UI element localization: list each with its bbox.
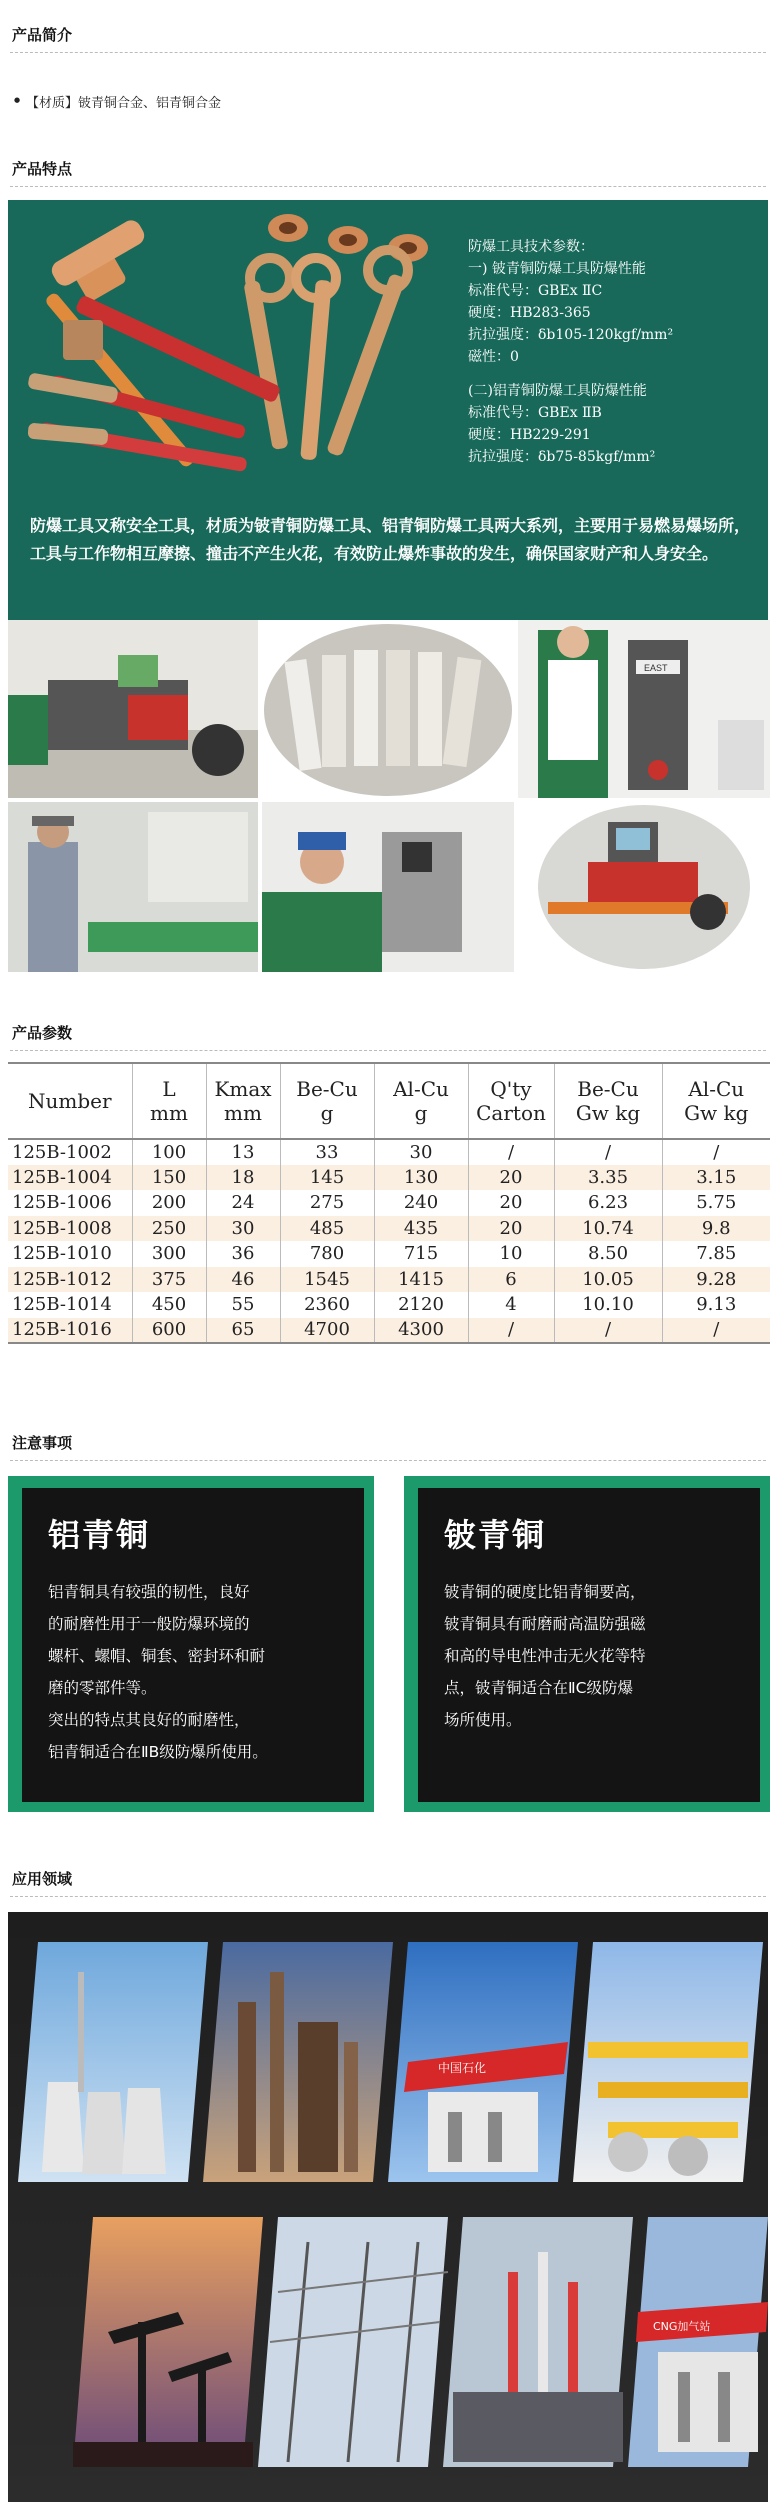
note-line: 铍青铜的硬度比铝青铜要高， [444, 1583, 646, 1601]
table-cell: 450 [132, 1292, 206, 1318]
table-cell: 46 [206, 1267, 280, 1293]
table-cell: 125B-1012 [8, 1267, 132, 1293]
notes-divider [10, 1460, 766, 1461]
note-card-aluminum-bronze [8, 1476, 374, 1812]
table-row [8, 1139, 770, 1165]
table-cell: 9.28 [662, 1267, 770, 1293]
spec-line: 标准代号：GBEx ⅡB [468, 405, 602, 421]
table-cell: 9.13 [662, 1292, 770, 1318]
note-line: 铝青铜具有较强的韧性，良好 [48, 1583, 250, 1601]
table-cell: 36 [206, 1241, 280, 1267]
tools-illustration [8, 200, 448, 500]
table-cell: 600 [132, 1318, 206, 1344]
table-cell: 485 [280, 1216, 374, 1242]
col-header-alcu-gw: Al-Cu Gw kg [662, 1063, 770, 1139]
table-row [8, 1318, 770, 1344]
table-cell: 3.35 [554, 1165, 662, 1191]
table-cell: 20 [468, 1216, 554, 1242]
col-header-becu-weight: Be-Cu g [280, 1063, 374, 1139]
note-line: 的耐磨性用于一般防爆环境的 [48, 1615, 250, 1633]
table-row [8, 1241, 770, 1267]
note-card-title: 铍青铜 [444, 1516, 547, 1554]
note-card-title: 铝青铜 [48, 1516, 151, 1554]
table-cell: 150 [132, 1165, 206, 1191]
spec-line: 标准代号：GBEx ⅡC [468, 283, 603, 299]
spec-line: 磁性：0 [468, 349, 519, 365]
spec-line: 硬度：HB283-365 [468, 305, 591, 321]
table-cell: 18 [206, 1165, 280, 1191]
table-cell: / [554, 1139, 662, 1165]
table-cell: 7.85 [662, 1241, 770, 1267]
table-cell: 13 [206, 1139, 280, 1165]
table-cell: 4700 [280, 1318, 374, 1344]
table-cell: 435 [374, 1216, 468, 1242]
table-cell: 250 [132, 1216, 206, 1242]
table-cell: 125B-1010 [8, 1241, 132, 1267]
table-cell: 10 [468, 1241, 554, 1267]
note-line: 磨的零部件等。 [48, 1679, 157, 1697]
table-cell: 2120 [374, 1292, 468, 1318]
table-cell: 275 [280, 1190, 374, 1216]
table-cell: 100 [132, 1139, 206, 1165]
application-collage [8, 1912, 768, 2502]
spec-line: (二)铝青铜防爆工具防爆性能 [468, 383, 647, 399]
table-cell: 65 [206, 1318, 280, 1344]
table-cell: 4300 [374, 1318, 468, 1344]
table-cell: 240 [374, 1190, 468, 1216]
spec-panel [468, 236, 758, 468]
photo-tester-operator [518, 620, 770, 798]
note-line: 点，铍青铜适合在ⅡC级防爆 [444, 1679, 633, 1697]
table-cell: 8.50 [554, 1241, 662, 1267]
table-cell: / [554, 1318, 662, 1344]
table-cell: 30 [206, 1216, 280, 1242]
col-header-number: Number [8, 1063, 132, 1139]
intro-divider [10, 52, 766, 53]
spec-line: 抗拉强度：δb75-85kgf/mm² [468, 449, 656, 465]
table-cell: 780 [280, 1241, 374, 1267]
note-card-body [444, 1576, 740, 1736]
table-cell: 130 [374, 1165, 468, 1191]
table-cell: / [662, 1318, 770, 1344]
table-cell: 10.05 [554, 1267, 662, 1293]
application-tiles [8, 1912, 768, 2502]
table-cell: 5.75 [662, 1190, 770, 1216]
params-table [8, 1062, 770, 1344]
note-line: 铝青铜适合在ⅡB级防爆所使用。 [48, 1743, 268, 1761]
features-description: 防爆工具又称安全工具，材质为铍青铜防爆工具、铝青铜防爆工具两大系列，主要用于易燃易爆场所，工具与工作物相互摩擦、撞击不产生火花，有效防止爆炸事故的发生，确保国家财产和人身安全。 [30, 516, 751, 563]
col-header-becu-gw: Be-Cu Gw kg [554, 1063, 662, 1139]
table-row [8, 1292, 770, 1318]
note-card-beryllium-bronze [404, 1476, 770, 1812]
note-card-body [48, 1576, 344, 1768]
application-divider [10, 1896, 766, 1897]
table-cell: / [468, 1139, 554, 1165]
table-cell: 20 [468, 1190, 554, 1216]
table-cell: 4 [468, 1292, 554, 1318]
table-cell: 6.23 [554, 1190, 662, 1216]
table-cell: 24 [206, 1190, 280, 1216]
table-cell: 20 [468, 1165, 554, 1191]
machine-label: EAST [644, 663, 668, 673]
table-cell: 125B-1004 [8, 1165, 132, 1191]
table-cell: 3.15 [662, 1165, 770, 1191]
col-header-alcu-weight: Al-Cu g [374, 1063, 468, 1139]
table-row [8, 1165, 770, 1191]
table-cell: 1415 [374, 1267, 468, 1293]
spec-line: 抗拉强度：δb105-120kgf/mm² [468, 327, 674, 343]
table-cell: 10.10 [554, 1292, 662, 1318]
table-row [8, 1267, 770, 1293]
spec-line: 硬度：HB229-291 [468, 427, 591, 443]
table-cell: 55 [206, 1292, 280, 1318]
table-cell: 6 [468, 1267, 554, 1293]
photo-lab-machine [8, 620, 258, 798]
table-cell: 200 [132, 1190, 206, 1216]
photo-copper-ingots [262, 620, 514, 798]
intro-section-title: 产品简介 [12, 26, 73, 44]
table-cell: 2360 [280, 1292, 374, 1318]
photo-torque-tester [518, 802, 770, 972]
note-line: 突出的特点其良好的耐磨性， [48, 1711, 250, 1729]
table-cell: 125B-1006 [8, 1190, 132, 1216]
col-header-qty-carton: Q'ty Carton [468, 1063, 554, 1139]
table-cell: 33 [280, 1139, 374, 1165]
spec-line: 一) 铍青铜防爆工具防爆性能 [468, 261, 646, 277]
table-cell: 300 [132, 1241, 206, 1267]
col-header-kmax: Kmax mm [206, 1063, 280, 1139]
notes-section-title: 注意事项 [12, 1434, 73, 1452]
application-section-title: 应用领域 [12, 1870, 73, 1888]
note-line: 铍青铜具有耐磨耐高温防强磁 [444, 1615, 646, 1633]
features-banner [8, 200, 768, 620]
table-cell: / [662, 1139, 770, 1165]
table-row [8, 1190, 770, 1216]
features-section-title: 产品特点 [12, 160, 73, 178]
note-line: 螺杆、螺帽、铜套、密封环和耐 [48, 1647, 266, 1665]
table-cell: / [468, 1318, 554, 1344]
table-cell: 9.8 [662, 1216, 770, 1242]
intro-material-item: ● 【材质】铍青铜合金、铝青铜合金 [26, 92, 221, 111]
params-divider [10, 1050, 766, 1051]
table-cell: 375 [132, 1267, 206, 1293]
params-section-title: 产品参数 [12, 1024, 73, 1042]
table-cell: 145 [280, 1165, 374, 1191]
table-cell: 1545 [280, 1267, 374, 1293]
table-cell: 125B-1008 [8, 1216, 132, 1242]
features-divider [10, 186, 766, 187]
sign-sinopec: 中国石化 [438, 2061, 487, 2075]
table-cell: 10.74 [554, 1216, 662, 1242]
table-row [8, 1216, 770, 1242]
note-line: 场所使用。 [444, 1711, 522, 1729]
table-cell: 125B-1014 [8, 1292, 132, 1318]
sign-cng: CNG加气站 [653, 2320, 711, 2333]
photo-hardness-tester [262, 802, 514, 972]
col-header-length: L mm [132, 1063, 206, 1139]
table-cell: 715 [374, 1241, 468, 1267]
spec-line: 防爆工具技术参数： [468, 239, 594, 255]
photo-worker-lab [8, 802, 258, 972]
table-cell: 125B-1016 [8, 1318, 132, 1344]
note-line: 和高的导电性冲击无火花等特 [444, 1647, 646, 1665]
table-cell: 125B-1002 [8, 1139, 132, 1165]
table-cell: 30 [374, 1139, 468, 1165]
